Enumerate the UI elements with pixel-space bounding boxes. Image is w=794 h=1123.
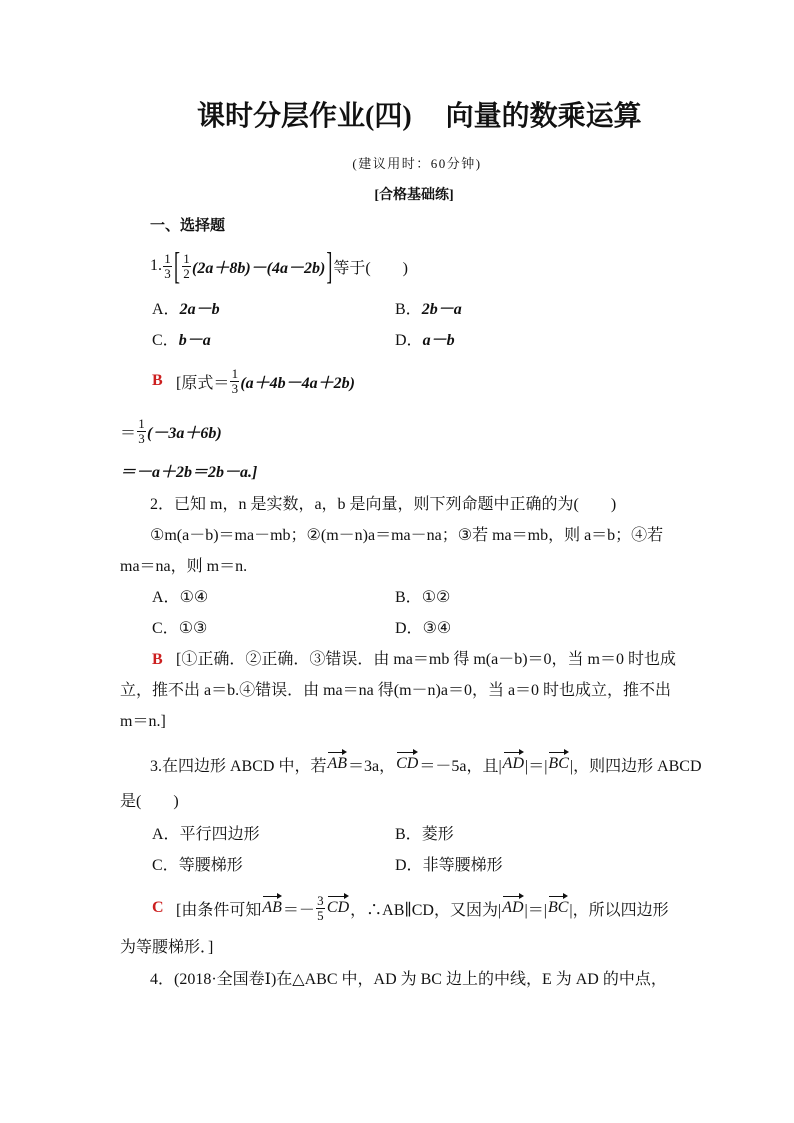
fraction-denominator: 3 [231,380,239,396]
fraction-denominator: 5 [317,907,324,923]
fraction-numerator: 1 [164,250,171,266]
q2-answer-letter: B [152,651,163,668]
fraction-numerator: 1 [183,250,190,266]
q3-option-c [152,856,243,876]
q1-bracket-close: ] [326,245,333,287]
q4-stem-line-1: 4．(2018·全国卷Ⅰ)在△ABC 中，AD 为 BC 边上的中线，E 为 AD 的中点， [150,971,667,988]
option-text: ①③ [178,620,208,637]
q3-stem-line-2: 是( ) [120,793,179,810]
option-label: C． [152,857,179,874]
q1-option-d [395,331,455,351]
option-text: 非等腰梯形 [422,857,503,874]
title-topic: 向量的数乘运算 [445,101,642,132]
answer-text: ，∴AB∥CD，又因为| [350,901,502,919]
q1-answer-line-3: ＝－a＋2b＝2b－a.] [120,464,258,481]
vector-ab: AB [327,755,348,772]
q1-answer-line-1 [152,361,355,401]
option-text: 菱形 [421,826,454,843]
option-label: B． [395,589,422,606]
option-label: D． [395,332,423,349]
q3-answer-line-2: 为等腰梯形．] [120,939,214,956]
q2-stem-line-3: ma＝na，则 m＝n. [120,558,248,575]
q1-prompt: 等于( ) [333,259,408,277]
q1-option-b [395,300,462,320]
vector-cd: CD [326,899,350,916]
fraction-numerator: 1 [231,365,239,381]
q2-answer-line-2: 立，推不出 a＝b.④错误．由 ma＝na 得(m－n)a＝0，当 a＝0 时也成立，推不出 [120,682,672,699]
q3-option-b [395,825,454,845]
q1-answer-line-2 [120,411,222,451]
vector-cd: CD [396,755,419,772]
q3-answer-letter: C [152,899,164,916]
answer-text: ＝ [120,424,137,442]
fraction-denominator: 3 [164,265,171,281]
q1-fraction-outer [163,252,172,281]
answer-fraction [316,894,325,923]
answer-text: |＝| [524,901,547,919]
answer-text: |，所以四边形 [569,901,669,919]
q1-option-a [152,300,220,320]
q1-bracket-open: [ [174,245,180,287]
option-label: C． [152,332,179,349]
option-text: ①② [421,589,451,606]
q3-option-d [395,856,503,876]
fraction-numerator: 3 [317,892,324,908]
q3-answer-line-1 [152,888,669,928]
q2-option-c [152,619,207,639]
q1-answer-letter: B [152,372,163,389]
q1-expression: (2a＋8b)－(4a－2b) [192,259,326,277]
vector-bc: BC [547,899,569,916]
exercise-level: [合格基础练] [374,188,454,203]
answer-fraction [137,417,146,446]
q3-text: ＝3a， [348,757,396,775]
option-label: C． [152,620,179,637]
page-title [197,100,642,134]
answer-text: [由条件可知 [176,901,262,919]
option-label: B． [395,826,422,843]
answer-fraction [230,367,239,396]
q2-option-b [395,588,450,608]
q2-option-a [152,588,208,608]
fraction-denominator: 2 [183,265,190,281]
q1-option-c [152,331,211,351]
q2-option-d [395,619,451,639]
suggested-time: (建议用时：60分钟) [352,156,482,171]
option-label: A． [152,826,180,843]
q1-number: 1. [150,257,162,274]
option-text: ①④ [179,589,209,606]
answer-text: [①正确．②正确．③错误．由 ma＝mb 得 m(a－b)＝0，当 m＝0 时也成 [176,651,676,668]
option-label: D． [395,620,423,637]
answer-expression: (a＋4b－4a＋2b) [240,374,356,392]
option-text: b－a [178,332,211,349]
option-label: D． [395,857,423,874]
q3-text: |＝| [525,757,548,775]
q3-stem-line-1 [150,744,702,784]
vector-ab: AB [262,899,282,916]
answer-text: ＝－ [282,901,315,919]
q1-fraction-inner [182,252,191,281]
q2-stem-line-2: ①m(a－b)＝ma－mb；②(m－n)a＝ma－na；③若 ma＝mb，则 a＝b；④若 [150,527,664,544]
section-heading: 一、选择题 [150,218,226,234]
answer-expression: (－3a＋6b) [147,424,222,442]
answer-text: [原式＝ [176,374,230,392]
title-main: 课时分层作业(四) [197,101,412,132]
option-text: 2b－a [421,301,462,318]
q1-stem [150,246,408,286]
option-text: ③④ [422,620,452,637]
vector-bc: BC [548,755,569,772]
option-label: B． [395,301,422,318]
option-text: a－b [422,332,455,349]
q3-text: 3.在四边形 ABCD 中，若 [150,757,327,775]
option-text: 等腰梯形 [178,857,243,874]
q3-text: |，则四边形 ABCD [569,757,702,775]
q3-text: ＝－5a，且| [419,757,502,775]
fraction-denominator: 3 [138,430,145,446]
fraction-numerator: 1 [138,415,145,431]
q3-option-a [152,825,260,845]
option-text: 2a－b [179,301,220,318]
option-label: A． [152,301,180,318]
option-label: A． [152,589,180,606]
q2-stem-line-1: 2．已知 m，n 是实数，a，b 是向量，则下列命题中正确的为( ) [150,496,617,513]
option-text: 平行四边形 [179,826,260,843]
vector-ad: AD [502,899,524,916]
q2-answer-line-3: m＝n.] [120,713,166,730]
vector-ad: AD [502,755,524,772]
q2-answer-line-1 [152,650,676,670]
